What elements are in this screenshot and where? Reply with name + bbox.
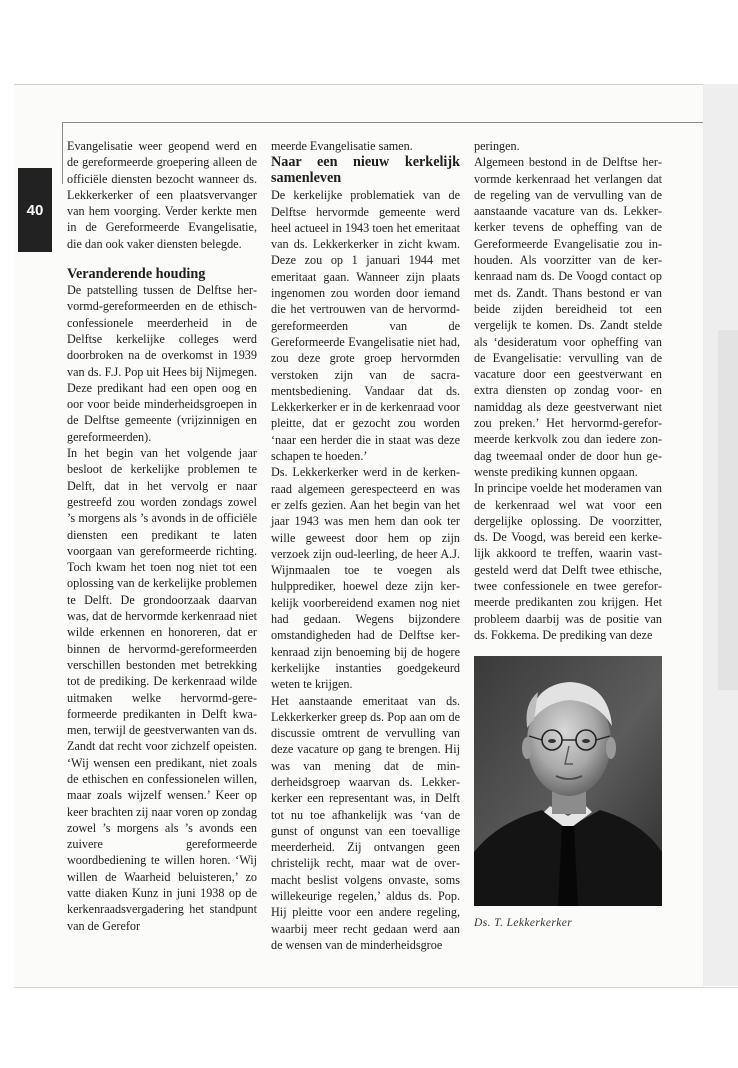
column-3-intro: peringen.: [474, 139, 520, 153]
top-rule: [62, 122, 703, 123]
photo-caption: Ds. T. Lekkerkerker: [474, 917, 573, 929]
column-1-paragraph-2: In het begin van het volgende jaar besloot de kerkelijke problemen te Delft, dat in het vervolg er naar gestreefd zou worden zondags zowel ’s morgens als ’s avonds in de officiële diensten een predikant te laten voorgaan van gereformeerde richting. Toch kwam het toen nog niet tot een oplossing van de kerkelijke problemen te Delft. De grondoorzaak daarvan was, dat de hervormde kerkenraad niet wilde erkennen en honoreren, dat er binnen de hervormd-gereformeerden verschillen bestonden met betrekking tot de prediking. De kerkenraad wilde uitmaken welke hervormd-gereformeerde predikanten in Delft kwamen, terwijl de geestverwanten van ds. Zandt dat recht voor zichzelf opeisten. ‘Wij wensen een predikant, niet zoals de ethischen en confessionelen willen, maar zoals wijzelf wensen.’ Keer op keer brachten zij naar voren op zondag zowel ’s morgens als ’s avonds een zuivere gereformeerde woordbediening te willen horen. ‘Wij willen de Waarheid beluisteren,’ zo vatte diaken Kunz in juni 1938 op de kerkenraadsvergadering het standpunt van de Gerefor: [67, 446, 257, 933]
column-2-paragraph-3: Het aanstaande emeritaat van ds. Lekkerkerker greep ds. Pop aan om de discussie omtrent de vervulling van deze vacature op gang te brengen. Hij was van mening dat de minderheidsgroep waarvan ds. Lekkerkerker een representant was, in Delft tot nu toe afhankelijk was ‘van de gunst of ongunst van een toevallige meerderheid. Zij ontvangen geen christelijk recht, maar wat de overmacht beslist volgens onvaste, soms willekeurige regelen,’ aldus ds. Pop. Hij pleitte voor een andere regeling, waarbij meer recht gedaan werd aan de wensen van de minderheidsgroe: [271, 693, 460, 952]
column-2-paragraph-2: Ds. Lekkerkerker werd in de kerkenraad algemeen gerespecteerd en was er zelfs gezien. Aan het begin van het jaar 1943 was men hem dan ook ter wille geweest door hem op zijn verzoek zijn oud-leerling, de heer A.J. Wijnmaalen toe te voegen als hulpprediker, hoewel deze zijn kerkelijk voorbereidend examen nog niet had gedaan. Wegens bijzondere omstandigheden had de Delftse kerkenraad zijn benoeming bij de hogere kerkelijke instanties goedgekeurd weten te krijgen.: [271, 465, 460, 692]
column-3-paragraph-1: Algemeen bestond in de Delftse hervormde kerkenraad het verlangen dat de regeling van de vervulling van de aanstaande vacature van ds. Lekkerkerker tevens de opheffing van de Gereformeerde Evangelisatie zou inhouden. Als voorzitter van de kerkenraad nam ds. De Voogd contact op met ds. Zandt. Thans bestond er van beide zijden bereidheid tot een vergelijk te komen. Ds. Zandt stelde als ‘desideratum voor opheffing van de Evangelisatie: vervulling van de vacature door een geestverwant en extra diensten op zondag voor- en namiddag als deze geestverwant niet zou preken.’ Het hervormd-gereformeerde kerkvolk zou dan iedere zondag tweemaal onder de door hun gewenste prediking kunnen opgaan.: [474, 155, 662, 479]
column-2-paragraph-1: De kerkelijke problematiek van de Delftse hervormde gemeente werd heel actueel in 1943 toen het emeritaat van ds. Lekkerkerker in zicht kwam. Deze zou op 1 januari 1944 met emeritaat gaan. Wanneer zijn plaats ingenomen zou worden door iemand die het vertrouwen van de hervormd-gereformeerden van de Gereformeerde Evangelisatie niet had, zou deze grote groep hervormden verstoken zijn van de sacramentsbediening. Vandaar dat ds. Lekkerkerker er in de kerkenraad voor pleitte, dat er gezocht zou worden ‘naar een herder die in staat was deze schapen te hoeden.’: [271, 188, 460, 464]
page-number-tab: [18, 168, 52, 252]
column-1: [67, 138, 257, 934]
facing-page-shadow: [718, 330, 738, 690]
column-3: [474, 138, 662, 643]
page-number: 40: [26, 201, 44, 219]
column-1-paragraph-1: De patstelling tussen de Delftse hervormd-gereformeerden en de ethisch-confessionele meerderheid in de Delftse kerkelijke colleges werd doorbroken na de overkomst in 1939 van ds. F.J. Pop uit Hees bij Nijmegen. Deze predikant had een open oog en oor voor beide minderheidsgroepen in de Delftse gemeente (vrijzinnigen en gereformeerden).: [67, 283, 257, 444]
heading-nieuw-kerkelijk-samenleven: Naar een nieuw kerkelijk samenleven: [271, 154, 460, 187]
portrait-photo: [474, 656, 662, 906]
left-rule: [62, 122, 63, 184]
column-2-intro: meerde Evangelisatie samen.: [271, 139, 413, 153]
column-2: [271, 138, 460, 953]
heading-veranderende-houding: Veranderende houding: [67, 266, 206, 283]
column-1-intro: Evangelisatie weer geopend werd en de gereformeerde groepering alleen de officiële diensten bezocht wanneer ds. Lekkerkerker of een plaatsvervanger van hem voorging. Verder kerkte men in de Gereformeerde Evangelisatie, die dan ook vaker diensten belegde.: [67, 139, 257, 251]
column-3-paragraph-2: In principe voelde het moderamen van de kerkenraad wel wat voor een dergelijke oplossing. De voorzitter, ds. De Voogd, was bereid een kerkelijk akkoord te treffen, waarin vastgesteld werd dat Delft twee ethische, twee confessionele en twee gereformeerde predikanten zou krijgen. Het probleem daarbij was de positie van ds. Fokkema. De prediking van deze: [474, 481, 662, 642]
